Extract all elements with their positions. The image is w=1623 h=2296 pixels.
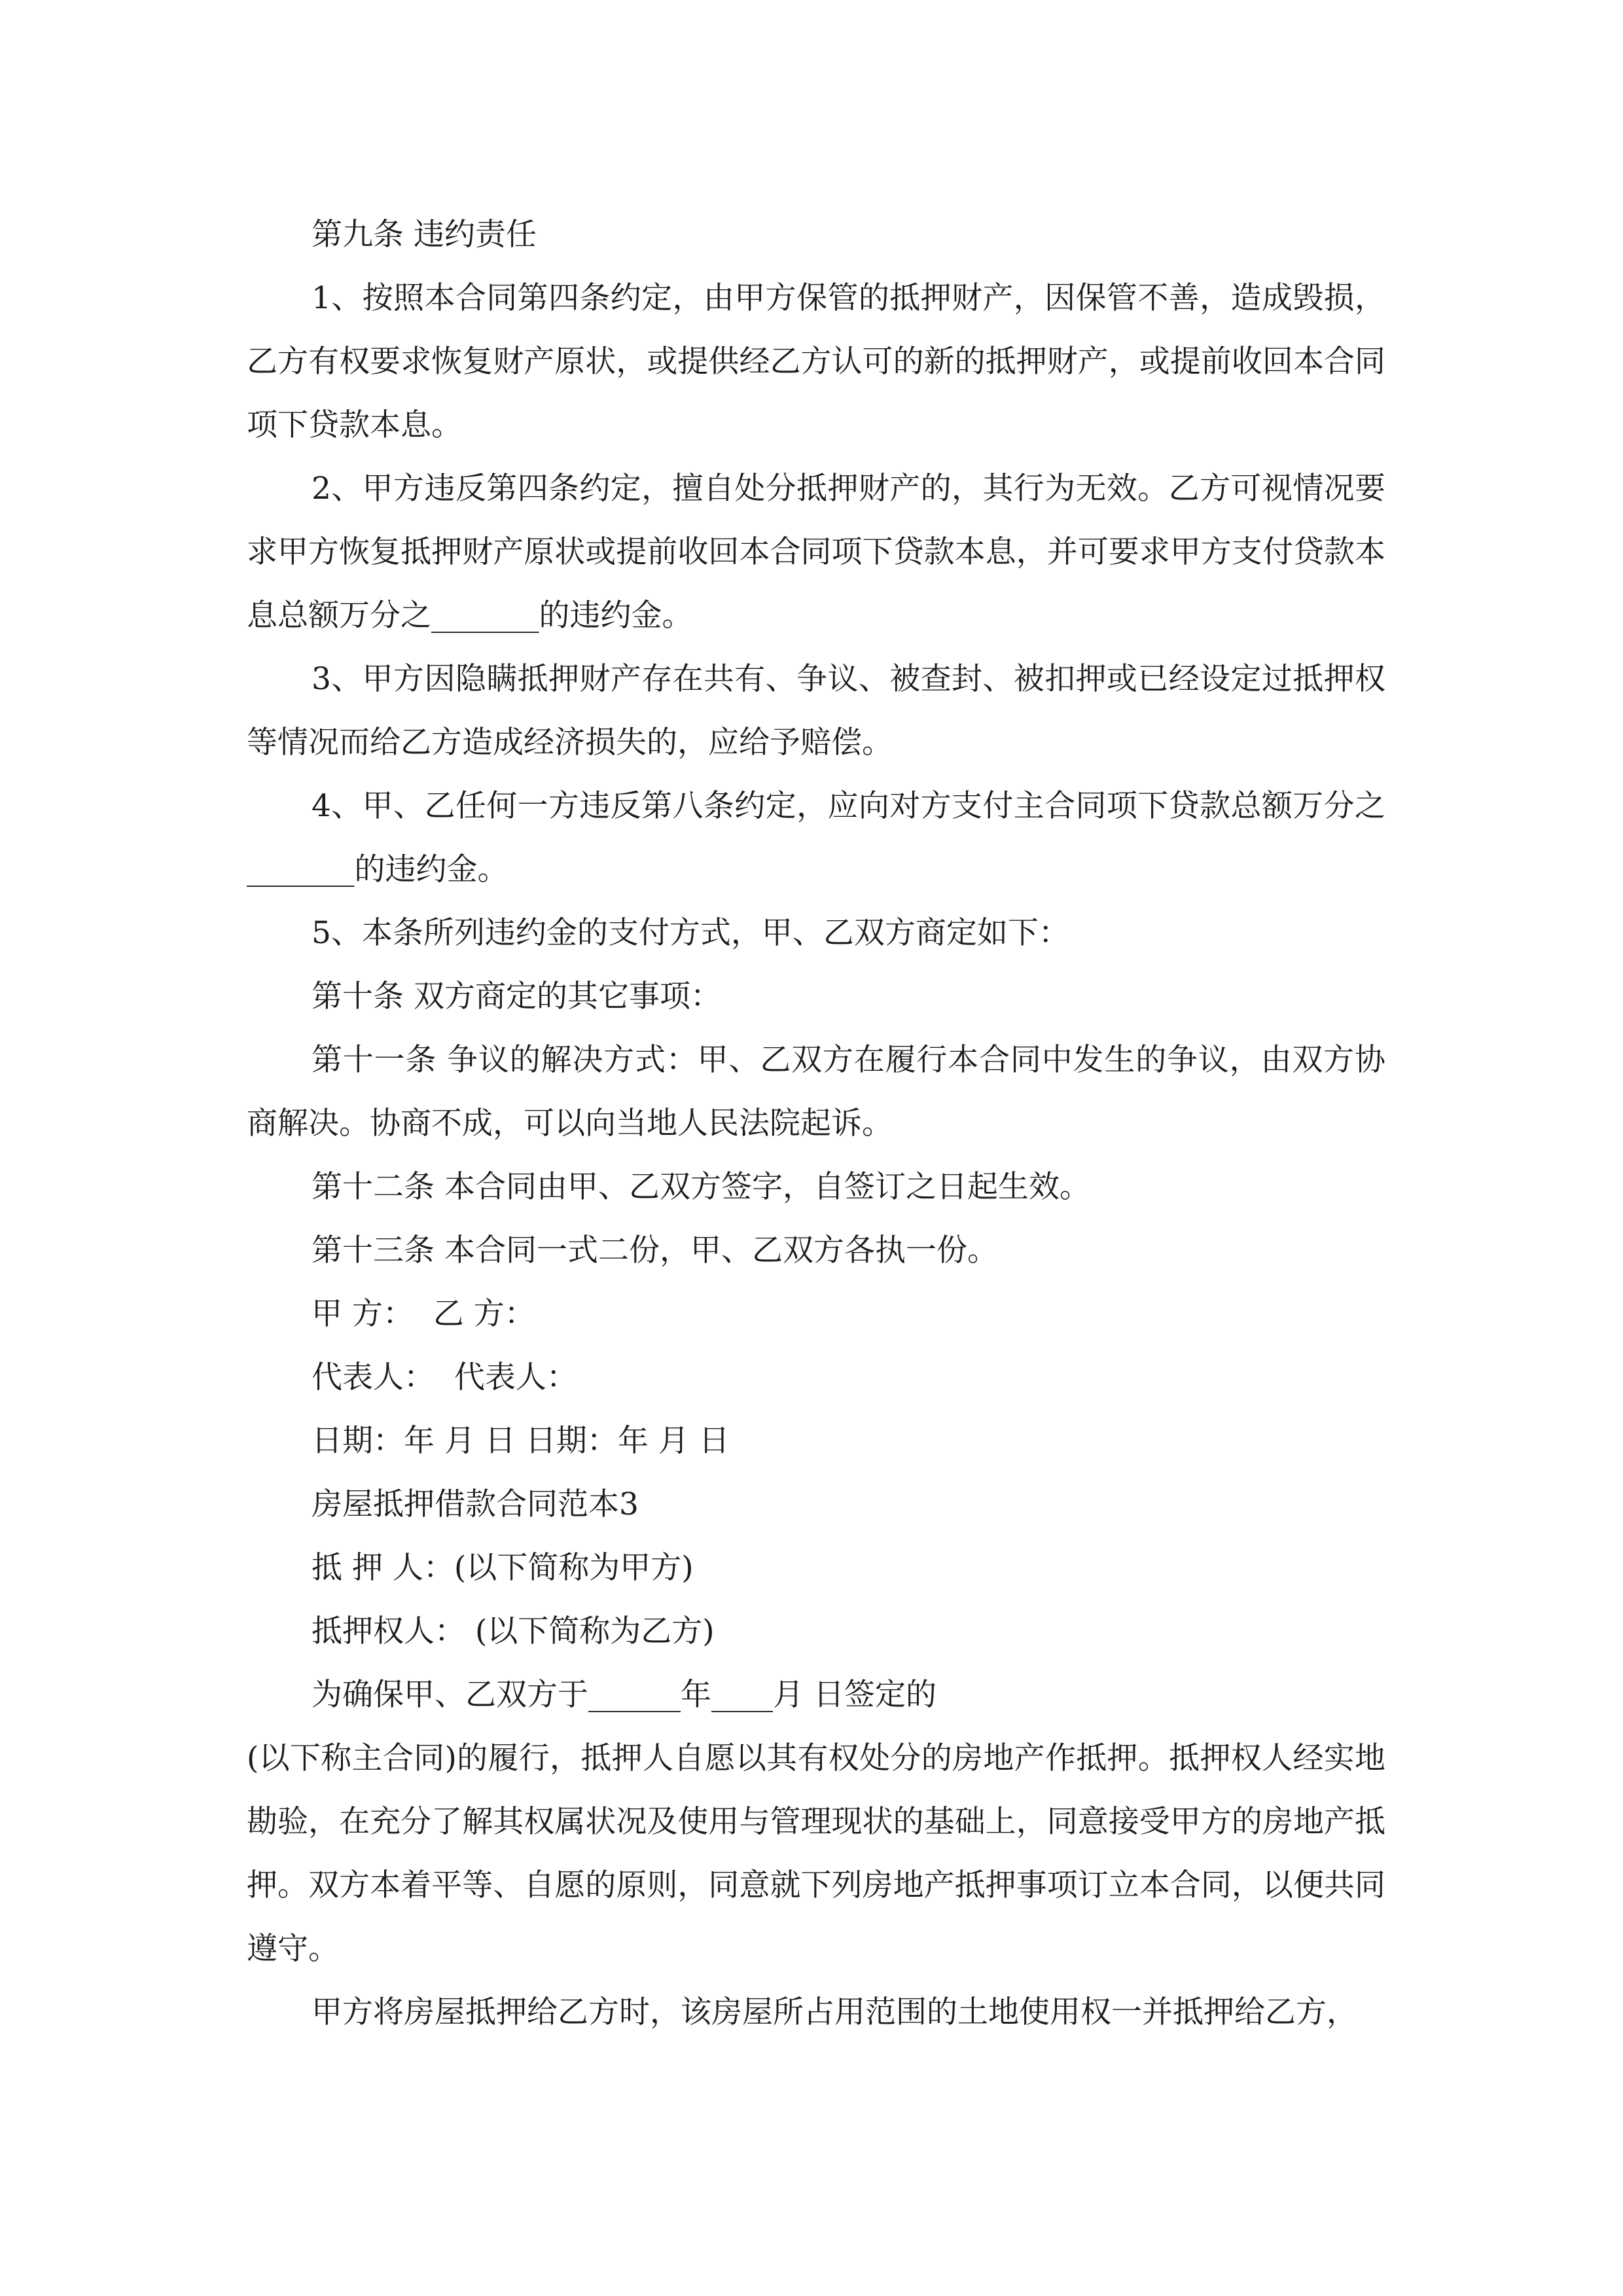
document-body	[247, 203, 1385, 2044]
article-11: 第十一条 争议的解决方式：甲、乙双方在履行本合同中发生的争议，由双方协商解决。协商不成，可以向当地人民法院起诉。	[247, 1042, 1385, 1141]
article-9-clause-1: 1、按照本合同第四条约定，由甲方保管的抵押财产，因保管不善，造成毁损，乙方有权要求恢复财产原状，或提供经乙方认可的新的抵押财产，或提前收回本合同项下贷款本息。	[247, 280, 1385, 443]
purpose-line: 为确保甲、乙双方于______年____月 日签定的	[312, 1677, 936, 1713]
article-9-clause-2: 2、甲方违反第四条约定，擅自处分抵押财产的，其行为无效。乙方可视情况要求甲方恢复抵押财产原状或提前收回本合同项下贷款本息，并可要求甲方支付贷款本息总额万分之_______的违约金。	[247, 471, 1385, 634]
land-use-paragraph: 甲方将房屋抵押给乙方时，该房屋所占用范围的土地使用权一并抵押给乙方，	[312, 1994, 1357, 2030]
article-9-clause-5: 5、本条所列违约金的支付方式，甲、乙双方商定如下：	[312, 915, 1069, 951]
article-9-clause-3: 3、甲方因隐瞒抵押财产存在共有、争议、被查封、被扣押或已经设定过抵押权等情况而给乙方造成经济损失的，应给予赔偿。	[247, 661, 1385, 761]
article-13: 第十三条 本合同一式二份，甲、乙双方各执一份。	[312, 1232, 998, 1268]
mortgagor-line: 抵 押 人：(以下简称为甲方)	[312, 1550, 694, 1586]
preamble-paragraph: (以下称主合同)的履行，抵押人自愿以其有权处分的房地产作抵押。抵押权人经实地勘验，在充分了解其权属状况及使用与管理现状的基础上，同意接受甲方的房地产抵押。双方本着平等、自愿的原则，同意就下列房地产抵押事项订立本合同，以便共同遵守。	[247, 1740, 1385, 1967]
mortgagee-line: 抵押权人： (以下简称为乙方)	[312, 1613, 715, 1649]
signature-representatives: 代表人： 代表人：	[312, 1359, 577, 1395]
template-3-title: 房屋抵押借款合同范本3	[312, 1486, 639, 1522]
article-10: 第十条 双方商定的其它事项：	[312, 978, 721, 1014]
article-9-clause-4: 4、甲、乙任何一方违反第八条约定，应向对方支付主合同项下贷款总额万分之_______的违约金。	[247, 788, 1385, 888]
signature-dates: 日期：年 月 日 日期：年 月 日	[312, 1423, 730, 1459]
signature-parties: 甲 方： 乙 方：	[312, 1296, 535, 1332]
article-9-heading: 第九条 违约责任	[312, 217, 537, 253]
article-12: 第十二条 本合同由甲、乙双方签字，自签订之日起生效。	[312, 1169, 1090, 1205]
